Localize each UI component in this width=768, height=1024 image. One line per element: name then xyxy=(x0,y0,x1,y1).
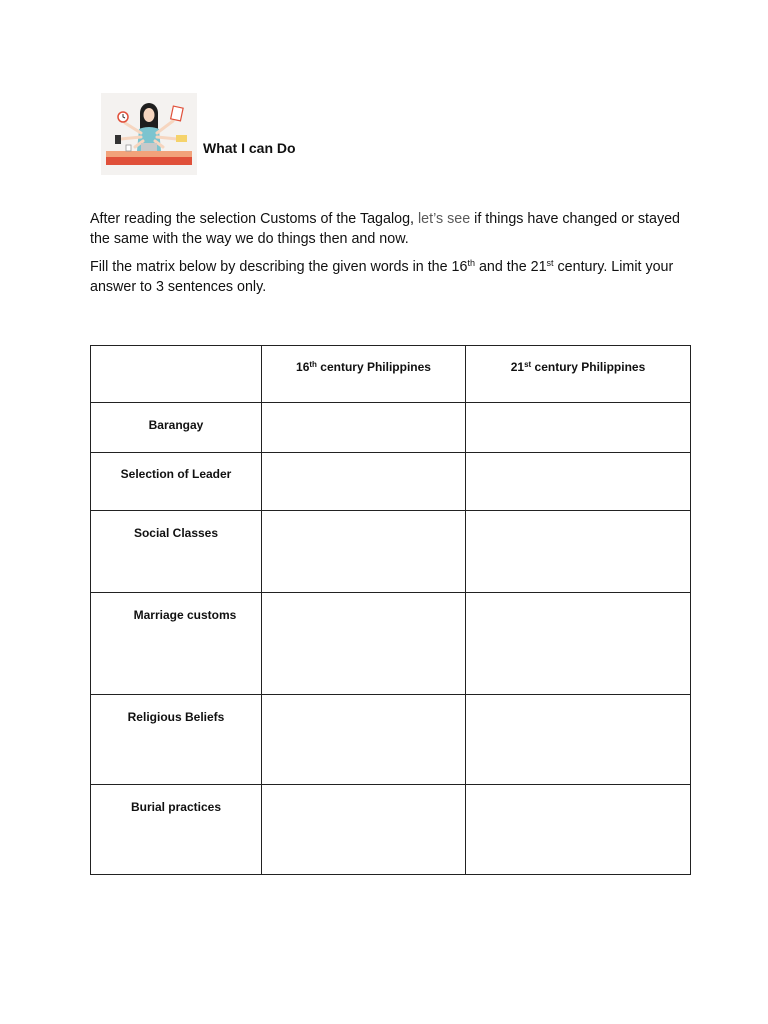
intro-paragraph xyxy=(90,210,690,249)
table-row xyxy=(91,511,691,593)
header-21st-sup: st xyxy=(524,360,532,369)
row-label-marriage-customs: Marriage customs xyxy=(91,593,262,695)
instruction-sup-2: st xyxy=(546,258,554,268)
answer-cell-selection-of-leader-21st[interactable] xyxy=(466,453,691,511)
table-row xyxy=(91,403,691,453)
answer-cell-marriage-customs-21st[interactable] xyxy=(466,593,691,695)
matrix-corner-cell xyxy=(91,346,262,403)
row-label-social-classes: Social Classes xyxy=(91,511,262,593)
answer-cell-burial-practices-16th[interactable] xyxy=(262,785,466,875)
answer-cell-selection-of-leader-16th[interactable] xyxy=(262,453,466,511)
answer-cell-social-classes-21st[interactable] xyxy=(466,511,691,593)
row-label-burial-practices: Burial practices xyxy=(91,785,262,875)
table-row xyxy=(91,593,691,695)
answer-cell-barangay-16th[interactable] xyxy=(262,403,466,453)
header-16th-sup: th xyxy=(309,360,317,369)
table-row xyxy=(91,453,691,511)
answer-cell-religious-beliefs-21st[interactable] xyxy=(466,695,691,785)
matrix-header-row xyxy=(91,346,691,403)
header-21st-century xyxy=(466,346,691,403)
answer-cell-barangay-21st[interactable] xyxy=(466,403,691,453)
intro-text-1: After reading the selection Customs of the Tagalog, xyxy=(90,211,418,227)
answer-cell-marriage-customs-16th[interactable] xyxy=(262,593,466,695)
table-row xyxy=(91,785,691,875)
header-16th-number: 16 xyxy=(296,360,310,374)
instruction-text-1: Fill the matrix below by describing the given words in the 16 xyxy=(90,259,468,275)
multitasking-woman-icon xyxy=(101,93,197,175)
intro-text-2: let’s see xyxy=(417,211,471,227)
header-21st-text: century Philippines xyxy=(531,360,646,374)
intro-text-3: if things have changed or stayed the same with the way we do things then and now. xyxy=(90,211,680,247)
row-label-barangay: Barangay xyxy=(91,403,262,453)
row-label-selection-of-leader: Selection of Leader xyxy=(91,453,262,511)
instruction-text-3: century. Limit your answer to 3 sentences only. xyxy=(90,259,674,295)
instruction-paragraph xyxy=(90,258,690,297)
answer-cell-social-classes-16th[interactable] xyxy=(262,511,466,593)
section-title: What I can Do xyxy=(203,140,296,156)
table-row xyxy=(91,695,691,785)
instruction-sup-1: th xyxy=(467,258,475,268)
comparison-matrix xyxy=(90,345,691,875)
answer-cell-burial-practices-21st[interactable] xyxy=(466,785,691,875)
instruction-text-2: and the 21 xyxy=(474,259,547,275)
row-label-religious-beliefs: Religious Beliefs xyxy=(91,695,262,785)
header-21st-number: 21 xyxy=(510,360,525,374)
header-16th-century xyxy=(262,346,466,403)
answer-cell-religious-beliefs-16th[interactable] xyxy=(262,695,466,785)
header-16th-text: century Philippines xyxy=(316,360,431,374)
